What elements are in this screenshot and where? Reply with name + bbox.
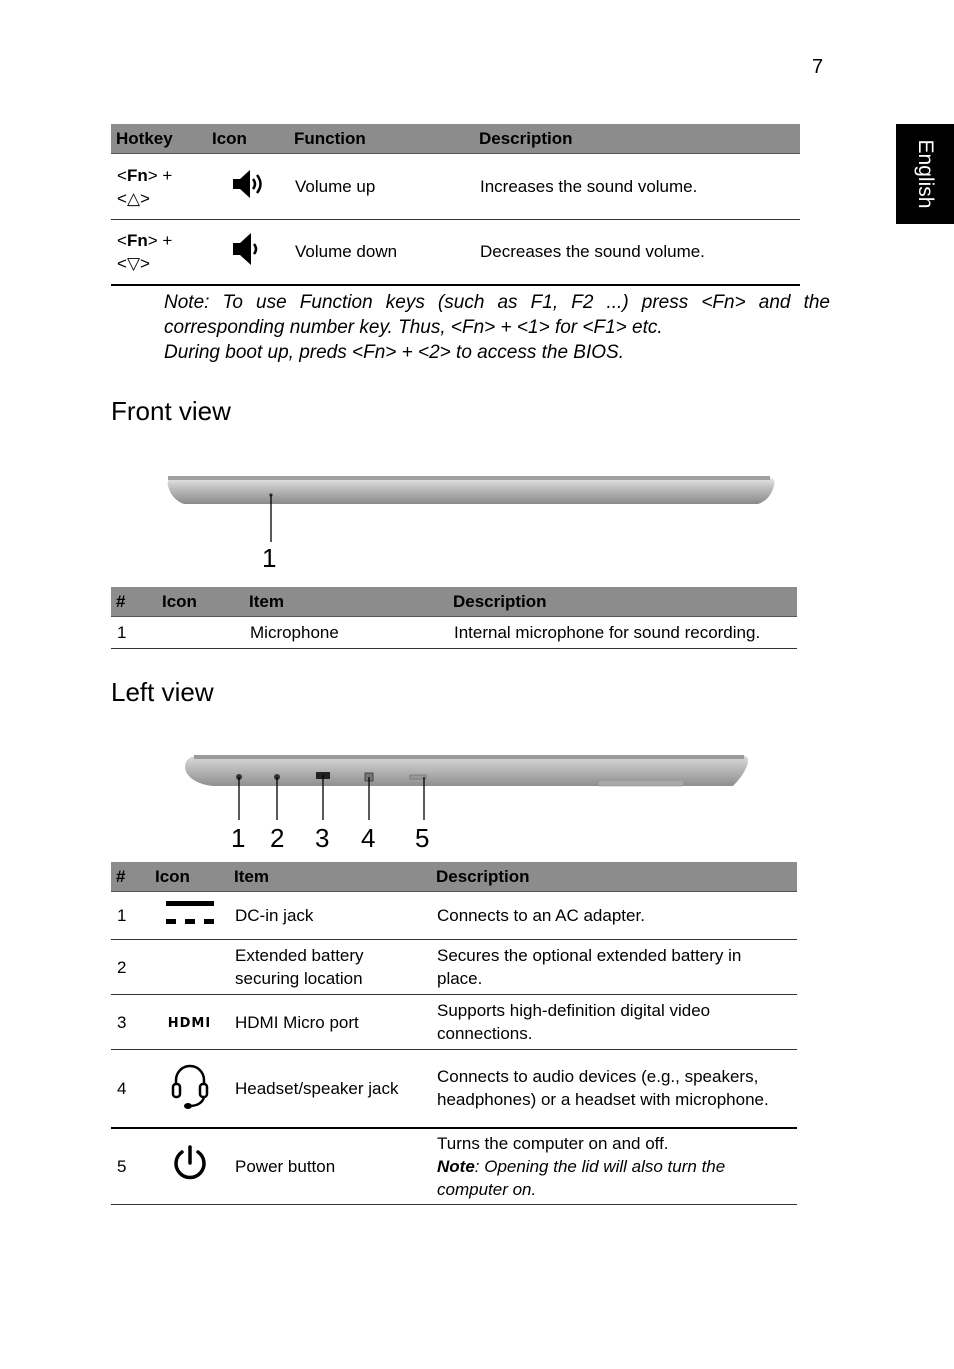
table-row: [111, 1050, 797, 1128]
function-cell: Volume down: [289, 220, 474, 285]
item-cell: DC-in jack: [229, 892, 431, 940]
table-row: [111, 617, 797, 649]
header-number: #: [111, 587, 157, 617]
number-cell: 3: [111, 995, 150, 1050]
laptop-left-illustration: [180, 750, 755, 830]
callout-label: 3: [315, 823, 330, 853]
headset-icon: [169, 1060, 211, 1110]
callout-label: 2: [270, 823, 285, 853]
table-row: [111, 892, 797, 940]
page-number: 7: [812, 56, 824, 78]
laptop-front-illustration: [160, 470, 780, 550]
function-cell: Volume up: [289, 154, 474, 220]
callout-label: 4: [361, 823, 376, 853]
item-cell: HDMI Micro port: [229, 995, 431, 1050]
header-description: Description: [474, 124, 800, 154]
description-cell: Turns the computer on and off. Note: Opening the lid will also turn the computer on.: [431, 1128, 797, 1205]
table-row: [111, 220, 800, 285]
item-cell: Microphone: [244, 617, 448, 649]
header-description: Description: [431, 862, 797, 892]
number-cell: 5: [111, 1128, 150, 1205]
note-line: During boot up, preds <Fn> + <2> to access the BIOS.: [164, 342, 624, 363]
table-row: [111, 154, 800, 220]
description-cell: Connects to an AC adapter.: [431, 892, 797, 940]
number-cell: 1: [111, 892, 150, 940]
callout-label: 1: [262, 543, 277, 573]
header-icon: Icon: [207, 124, 289, 154]
language-tab-label: English: [914, 139, 937, 209]
header-icon: Icon: [157, 587, 244, 617]
item-cell: Extended battery securing location: [229, 940, 431, 995]
header-item: Item: [229, 862, 431, 892]
table-row: [111, 940, 797, 995]
left-view-heading: Left view: [111, 677, 214, 707]
front-view-table: [111, 587, 797, 649]
power-icon: [171, 1144, 209, 1182]
description-cell: Connects to audio devices (e.g., speakers, headphones) or a headset with microphone.: [431, 1050, 797, 1128]
table-row: [111, 1128, 797, 1205]
description-cell: Increases the sound volume.: [474, 154, 800, 220]
volume-up-icon: [231, 168, 265, 200]
hotkey-cell: <Fn> + <△>: [111, 154, 207, 220]
volume-down-icon: [231, 232, 265, 266]
header-function: Function: [289, 124, 474, 154]
number-cell: 1: [111, 617, 157, 649]
header-hotkey: Hotkey: [111, 124, 207, 154]
header-icon: Icon: [150, 862, 229, 892]
language-tab: [896, 124, 954, 224]
description-cell: Decreases the sound volume.: [474, 220, 800, 285]
description-cell: Supports high-definition digital video connections.: [431, 995, 797, 1050]
hdmi-icon: HDMI: [167, 1015, 212, 1031]
note-line: Note: To use Function keys (such as F1, F2 ...) press <Fn> and the: [164, 292, 830, 313]
function-key-note: [164, 290, 830, 365]
table-row: [111, 995, 797, 1050]
header-description: Description: [448, 587, 797, 617]
description-cell: Internal microphone for sound recording.: [448, 617, 797, 649]
callout-label: 1: [231, 823, 246, 853]
number-cell: 2: [111, 940, 150, 995]
description-cell: Secures the optional extended battery in place.: [431, 940, 797, 995]
number-cell: 4: [111, 1050, 150, 1128]
hotkey-table: [111, 124, 800, 286]
left-view-table: [111, 862, 797, 1205]
hotkey-cell: <Fn> + <▽>: [111, 220, 207, 285]
front-view-heading: Front view: [111, 396, 231, 426]
callout-label: 5: [415, 823, 430, 853]
item-cell: Headset/speaker jack: [229, 1050, 431, 1128]
header-item: Item: [244, 587, 448, 617]
dc-in-icon: [166, 899, 214, 927]
item-cell: Power button: [229, 1128, 431, 1205]
header-number: #: [111, 862, 150, 892]
note-line: corresponding number key. Thus, <Fn> + <1> for <F1> etc.: [164, 317, 663, 338]
